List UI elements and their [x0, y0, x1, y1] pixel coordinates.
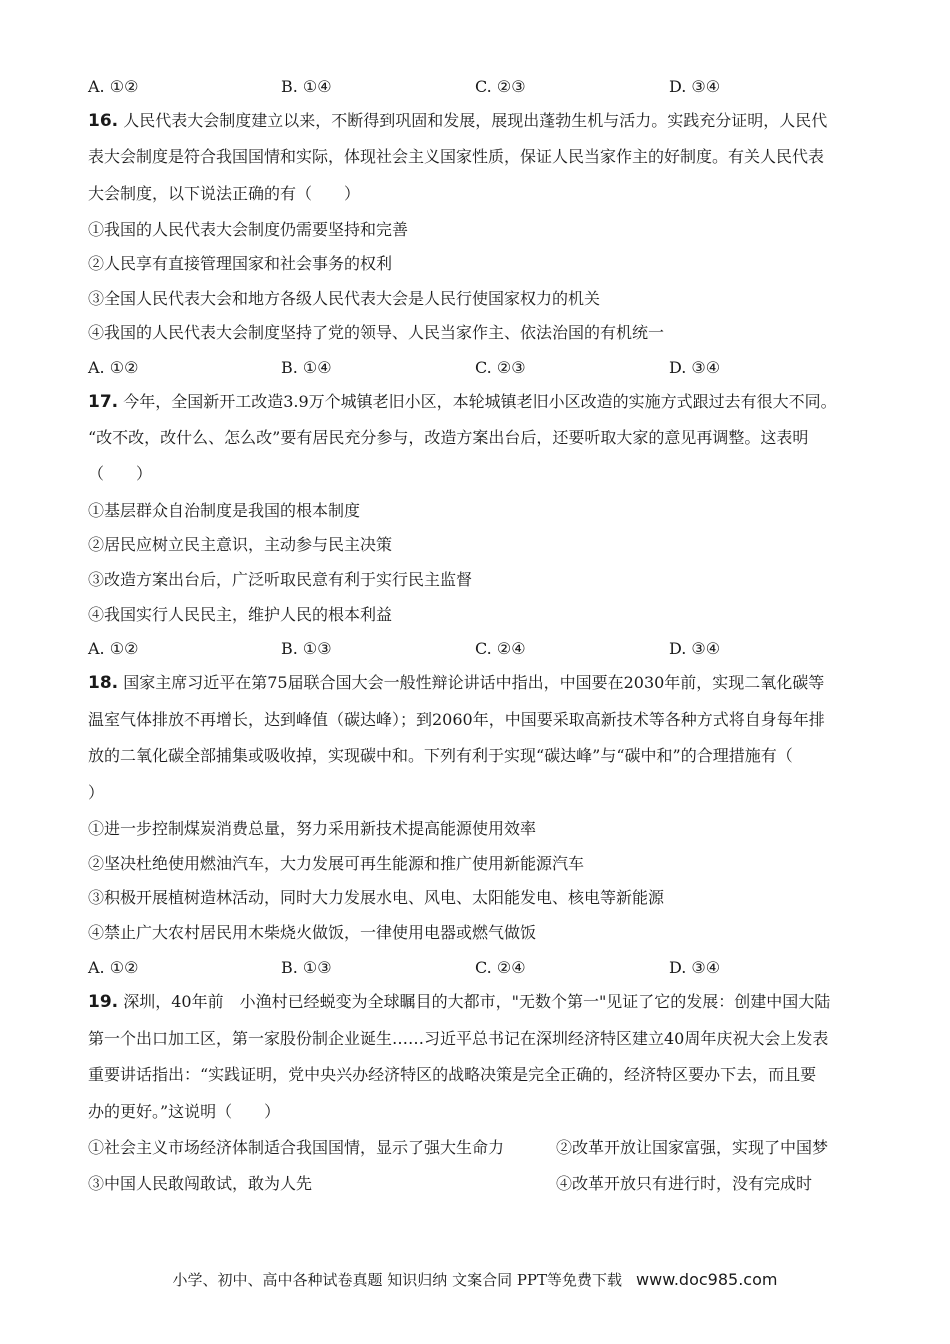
q16-stem-text-1: 人民代表大会制度建立以来，不断得到巩固和发展，展现出蓬勃生机与活力。实践充分证明，人民代 [123, 111, 828, 130]
q18-stem-line-4: ） [88, 783, 105, 802]
q18-item-1: ①进一步控制煤炭消费总量，努力采用新技术提高能源使用效率 [88, 819, 537, 838]
q16-item-3: ③全国人民代表大会和地方各级人民代表大会是人民行使国家权力的机关 [88, 289, 601, 308]
q19-stem-line-1 [88, 992, 830, 1012]
q19-stem-text-1: 深圳，40年前 小渔村已经蜕变为全球瞩目的大都市，"无数个第一"见证了它的发展：创建中国大陆 [123, 992, 831, 1011]
q19-items-row-1 [88, 1138, 868, 1158]
q18-stem-line-2: 温室气体排放不再增长，达到峰值（碳达峰）；到2060年，中国要采取高新技术等各种方式将自身每年排 [88, 710, 825, 729]
q19-item-2: ②改革开放让国家富强，实现了中国梦 [556, 1138, 829, 1157]
q18-item-3: ③积极开展植树造林活动，同时大力发展水电、风电、太阳能发电、核电等新能源 [88, 888, 665, 907]
q17-stem-line-1 [88, 392, 837, 412]
q15-option-b[interactable]: B. ①④ [281, 77, 332, 96]
q16-stem-line-1 [88, 111, 827, 131]
q19-item-4: ④改革开放只有进行时，没有完成时 [556, 1174, 813, 1193]
q19-items-row-2 [88, 1174, 868, 1194]
q17-stem-line-2: “改不改，改什么、怎么改”要有居民充分参与，改造方案出台后，还要听取大家的意见再调整。这表明 [88, 428, 809, 447]
page-footer [0, 1270, 950, 1290]
q17-number: 17. [88, 392, 119, 412]
q19-number: 19. [88, 992, 119, 1012]
q16-option-a[interactable]: A. ①② [88, 358, 139, 377]
q16-option-d[interactable]: D. ③④ [669, 358, 721, 377]
q16-number: 16. [88, 111, 119, 131]
q16-stem-line-3: 大会制度，以下说法正确的有（ ） [88, 184, 361, 203]
q16-item-1: ①我国的人民代表大会制度仍需要坚持和完善 [88, 220, 409, 239]
q17-item-2: ②居民应树立民主意识，主动参与民主决策 [88, 535, 393, 554]
q16-item-2: ②人民享有直接管理国家和社会事务的权利 [88, 254, 393, 273]
q17-options [88, 639, 868, 659]
q18-number: 18. [88, 673, 119, 693]
q18-option-c[interactable]: C. ②④ [475, 958, 526, 977]
q15-option-d[interactable]: D. ③④ [669, 77, 721, 96]
q18-item-4: ④禁止广大农村居民用木柴烧火做饭，一律使用电器或燃气做饭 [88, 923, 537, 942]
q17-item-4: ④我国实行人民民主，维护人民的根本利益 [88, 605, 393, 624]
footer-text: 小学、初中、高中各种试卷真题 知识归纳 文案合同 PPT等免费下载 [172, 1271, 623, 1289]
q17-option-c[interactable]: C. ②④ [475, 639, 526, 658]
q18-option-d[interactable]: D. ③④ [669, 958, 721, 977]
q17-stem-line-3: （ ） [88, 464, 153, 483]
q17-stem-text-1: 今年，全国新开工改造3.9万个城镇老旧小区，本轮城镇老旧小区改造的实施方式跟过去有很大不同。 [123, 392, 837, 411]
q16-option-b[interactable]: B. ①④ [281, 358, 332, 377]
q18-option-a[interactable]: A. ①② [88, 958, 139, 977]
q18-stem-line-3: 放的二氧化碳全部捕集或吸收掉，实现碳中和。下列有利于实现“碳达峰”与“碳中和”的合理措施有（ [88, 746, 793, 765]
footer-url-link[interactable]: www.doc985.com [636, 1270, 778, 1289]
q18-stem-line-1 [88, 673, 824, 693]
q16-options [88, 358, 868, 378]
q17-item-3: ③改造方案出台后，广泛听取民意有利于实行民主监督 [88, 570, 473, 589]
q18-stem-text-1: 国家主席习近平在第75届联合国大会一般性辩论讲话中指出，中国要在2030年前，实现二氧化碳等 [123, 673, 825, 692]
q16-option-c[interactable]: C. ②③ [475, 358, 526, 377]
q18-options [88, 958, 868, 978]
q18-option-b[interactable]: B. ①③ [281, 958, 332, 977]
q15-option-a[interactable]: A. ①② [88, 77, 139, 96]
q19-stem-line-3: 重要讲话指出：“实践证明，党中央兴办经济特区的战略决策是完全正确的，经济特区要办下去，而且要 [88, 1065, 817, 1084]
q19-stem-line-2: 第一个出口加工区，第一家股份制企业诞生……习近平总书记在深圳经济特区建立40周年庆祝大会上发表 [88, 1029, 829, 1048]
q17-option-b[interactable]: B. ①③ [281, 639, 332, 658]
q16-stem-line-2: 表大会制度是符合我国国情和实际，体现社会主义国家性质，保证人民当家作主的好制度。有关人民代表 [88, 147, 825, 166]
q17-option-d[interactable]: D. ③④ [669, 639, 721, 658]
q19-stem-line-4: 办的更好。”这说明（ ） [88, 1102, 281, 1121]
q17-item-1: ①基层群众自治制度是我国的根本制度 [88, 501, 361, 520]
q18-item-2: ②坚决杜绝使用燃油汽车，大力发展可再生能源和推广使用新能源汽车 [88, 854, 585, 873]
q15-options [88, 77, 868, 97]
q19-item-3: ③中国人民敢闯敢试，敢为人先 [88, 1174, 313, 1193]
q15-option-c[interactable]: C. ②③ [475, 77, 526, 96]
q19-item-1: ①社会主义市场经济体制适合我国国情，显示了强大生命力 [88, 1138, 505, 1157]
q16-item-4: ④我国的人民代表大会制度坚持了党的领导、人民当家作主、依法治国的有机统一 [88, 323, 665, 342]
q17-option-a[interactable]: A. ①② [88, 639, 139, 658]
